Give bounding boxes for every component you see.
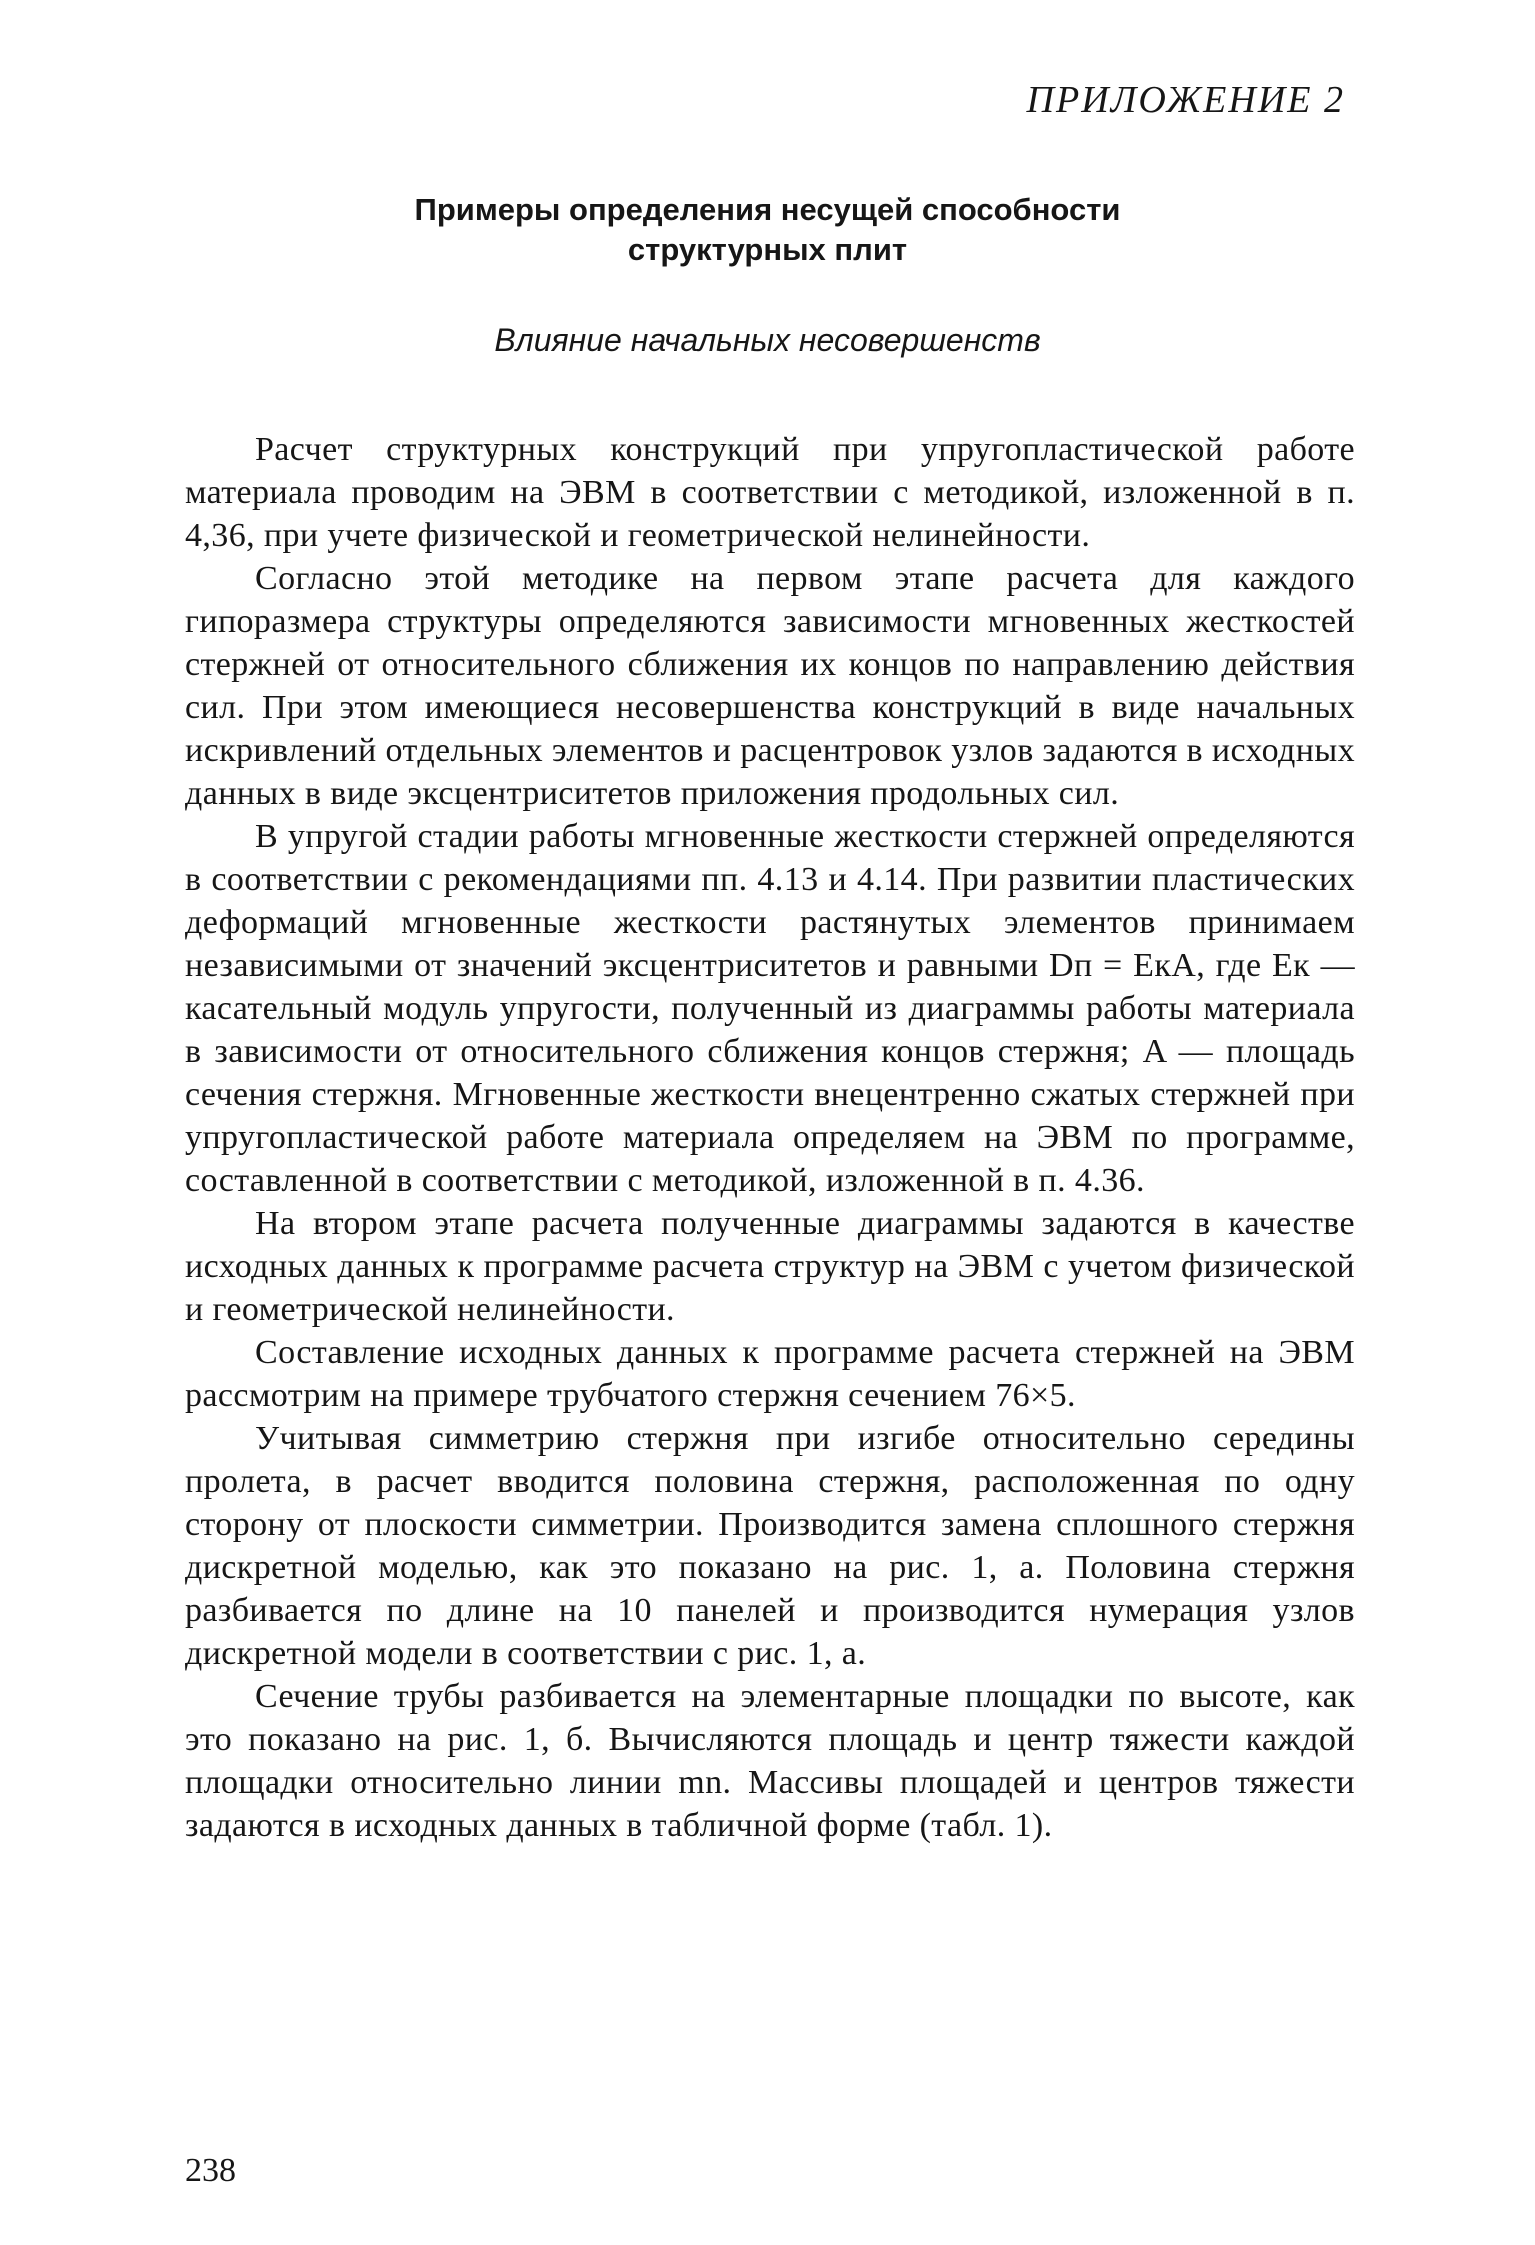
- title-line-2: структурных плит: [627, 232, 908, 267]
- paragraph: На втором этапе расчета полученные диаграммы задаются в качестве исходных данных к программе расчета структур на ЭВМ с учетом физической и геометрической нелинейности.: [185, 1205, 1355, 1328]
- paragraph: Составление исходных данных к программе расчета стержней на ЭВМ рассмотрим на примере трубчатого стержня сечением 76×5.: [185, 1334, 1355, 1414]
- paragraph: Сечение трубы разбивается на элементарные площадки по высоте, как это показано на рис. 1, б. Вычисляются площадь и центр тяжести каждой площадки относительно линии mn. Массивы площадей и центров тяжести задаются в исходных данных в табличной форме (табл. 1).: [185, 1678, 1355, 1844]
- body-text: [185, 428, 1355, 1847]
- appendix-label: ПРИЛОЖЕНИЕ 2: [1026, 79, 1345, 121]
- paragraph: Учитывая симметрию стержня при изгибе относительно середины пролета, в расчет вводится половина стержня, расположенная по одну сторону от плоскости симметрии. Производится замена сплошного стержня дискретной моделью, как это показано на рис. 1, а. Половина стержня разбивается по длине на 10 панелей и производится нумерация узлов дискретной модели в соответствии с рис. 1, а.: [185, 1420, 1355, 1672]
- section-subtitle: Влияние начальных несовершенств: [494, 322, 1041, 358]
- paragraph: Расчет структурных конструкций при упругопластической работе материала проводим на ЭВМ в соответствии с методикой, изложенной в п. 4,36, при учете физической и геометрической нелинейности.: [185, 431, 1355, 554]
- page-number: 238: [185, 2152, 236, 2189]
- paragraph: В упругой стадии работы мгновенные жесткости стержней определяются в соответствии с рекомендациями пп. 4.13 и 4.14. При развитии пластических деформаций мгновенные жесткости растянутых элементов принимаем независимыми от значений эксцентриситетов и равными Dп = EкA, где Eк — касательный модуль упругости, полученный из диаграммы работы материала в зависимости от относительного сближения концов стержня; A — площадь сечения стержня. Мгновенные жесткости внецентренно сжатых стержней при упругопластической работе материала определяем на ЭВМ по программе, составленной в соответствии с методикой, изложенной в п. 4.36.: [185, 818, 1355, 1199]
- page-title: [0, 190, 1535, 270]
- paragraph: Согласно этой методике на первом этапе расчета для каждого гипоразмера структуры определяются зависимости мгновенных жесткостей стержней от относительного сближения их концов по направлению действия сил. При этом имеющиеся несовершенства конструкций в виде начальных искривлений отдельных элементов и расцентровок узлов задаются в исходных данных в виде эксцентриситетов приложения продольных сил.: [185, 560, 1355, 812]
- title-line-1: Примеры определения несущей способности: [414, 192, 1121, 227]
